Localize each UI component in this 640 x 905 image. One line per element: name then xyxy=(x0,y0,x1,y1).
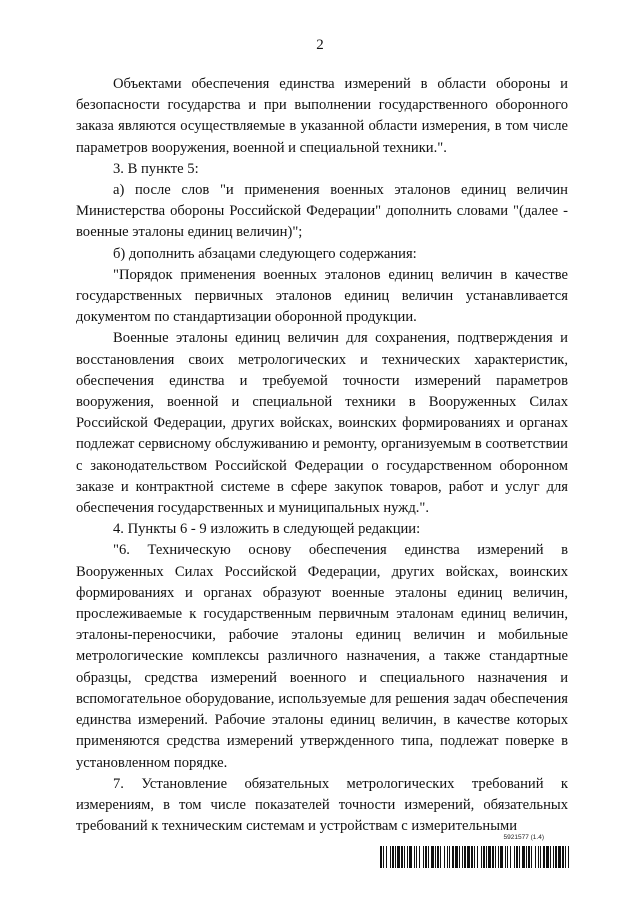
barcode-bar xyxy=(555,846,557,868)
barcode-bar xyxy=(553,846,554,868)
barcode-bar xyxy=(510,846,511,868)
barcode-bar xyxy=(459,846,460,868)
barcode-bar xyxy=(392,846,394,868)
paragraph-subitem-a: а) после слов "и применения военных эталонов единиц величин Министерства обороны Российской Федерации" дополнить словами "(далее - военные эталоны единиц величин)"; xyxy=(76,182,568,241)
barcode-bar xyxy=(486,846,487,868)
barcode-bar xyxy=(488,846,491,868)
barcode xyxy=(380,846,570,868)
barcode-bar xyxy=(531,846,532,868)
barcode-bar xyxy=(538,846,539,868)
barcode-bar xyxy=(409,846,412,868)
barcode-bar xyxy=(447,846,448,868)
barcode-bar xyxy=(568,846,569,868)
barcode-bar xyxy=(495,846,496,868)
barcode-bar xyxy=(519,846,520,868)
barcode-bar xyxy=(444,846,445,868)
barcode-bar xyxy=(507,846,508,868)
barcode-bar xyxy=(407,846,408,868)
paragraph-subitem-b: б) дополнить абзацами следующего содержания: xyxy=(113,245,417,262)
barcode-bar xyxy=(483,846,485,868)
paragraph-defense-objects: Объектами обеспечения единства измерений в области обороны и безопасности государства и при выполнении государственного оборонного заказа являются осуществляемые в указанной области измерения, в том числе параметров вооружения, военной и специальной техники.". xyxy=(76,76,568,156)
barcode-bar xyxy=(526,846,527,868)
document-body xyxy=(76,74,568,837)
barcode-bar xyxy=(492,846,494,868)
barcode-bar xyxy=(449,846,450,868)
barcode-bar xyxy=(462,846,463,868)
barcode-bar xyxy=(395,846,396,868)
barcode-bar xyxy=(540,846,541,868)
barcode-bar xyxy=(437,846,439,868)
barcode-bar xyxy=(535,846,536,868)
barcode-bar xyxy=(474,846,475,868)
barcode-bar xyxy=(419,846,420,868)
barcode-bar xyxy=(390,846,391,868)
barcode-bar xyxy=(416,846,417,868)
barcode-bar xyxy=(543,846,545,868)
barcode-bar xyxy=(404,846,405,868)
page-number: 2 xyxy=(316,37,324,53)
paragraph-item-3: 3. В пункте 5: xyxy=(113,160,199,177)
barcode-bar xyxy=(452,846,454,868)
paragraph-item-6: "6. Техническую основу обеспечения единства измерений в Вооруженных Силах Российской Федерации, других войсках, воинских формированиях и органах образуют военные эталоны единиц величин, прослеживаемые к государственным первичным эталонам единиц величин, эталоны-переносчики, рабочие эталоны единиц величин и мобильные метрологические комплексы различного назначения, а также стандартные образцы, средства измерений военного и специального назначения и вспомогательное оборудование, используемые для решения задач обеспечения единства измерений. Рабочие эталоны единиц величин, в качестве которых применяются средства измерений утвержденного типа, подлежат поверке в установленном порядке. xyxy=(76,542,568,771)
barcode-bar xyxy=(467,846,470,868)
barcode-bar xyxy=(380,846,382,868)
barcode-bar xyxy=(431,846,434,868)
barcode-bar xyxy=(505,846,506,868)
paragraph-item-4: 4. Пункты 6 - 9 изложить в следующей редакции: xyxy=(113,521,421,538)
barcode-bar xyxy=(558,846,561,868)
barcode-bar xyxy=(386,846,387,868)
barcode-bar xyxy=(455,846,458,868)
barcode-bar xyxy=(440,846,441,868)
barcode-bar xyxy=(471,846,473,868)
barcode-bar xyxy=(514,846,515,868)
barcode-bar xyxy=(401,846,403,868)
barcode-bar xyxy=(522,846,525,868)
paragraph-etalon-service: Военные эталоны единиц величин для сохранения, подтверждения и восстановления своих метрологических и технических характеристик, обеспечения единства и требуемой точности измерений параметров вооружения, военной и специальной техники в Вооруженных Силах Российской Федерации, других войсках, воинских формированиях и органах подлежат сервисному обслуживанию и ремонту, организуемым в соответствии с законодательством Российской Федерации о государственном оборонном заказе и контрактной системе в сфере закупок товаров, работ и услуг для обеспечения государственных и муниципальных нужд.". xyxy=(76,330,568,517)
barcode-bar xyxy=(562,846,564,868)
barcode-bar xyxy=(425,846,427,868)
barcode-bar xyxy=(481,846,482,868)
barcode-bar xyxy=(516,846,518,868)
barcode-bar xyxy=(423,846,424,868)
barcode-bar xyxy=(435,846,436,868)
paragraph-etalon-order: "Порядок применения военных эталонов единиц величин в качестве государственных первичных эталонов единиц величин устанавливается документом по стандартизации оборонной продукции. xyxy=(76,266,568,326)
barcode-bar xyxy=(550,846,551,868)
barcode-bar xyxy=(464,846,466,868)
barcode-bar xyxy=(428,846,429,868)
barcode-bar xyxy=(383,846,384,868)
barcode-bar xyxy=(500,846,503,868)
barcode-bar xyxy=(414,846,415,868)
barcode-bar xyxy=(498,846,499,868)
barcode-bar xyxy=(477,846,478,868)
barcode-bar xyxy=(397,846,400,868)
paragraph-item-7: 7. Установление обязательных метрологических требований к измерениям, в том числе показателей точности измерений, обязательных требований к техническим системам и устройствам с измерительными xyxy=(76,775,568,835)
barcode-bar xyxy=(528,846,530,868)
barcode-bar xyxy=(565,846,566,868)
document-code: 5921577 (1.4) xyxy=(503,834,544,841)
barcode-bar xyxy=(546,846,549,868)
